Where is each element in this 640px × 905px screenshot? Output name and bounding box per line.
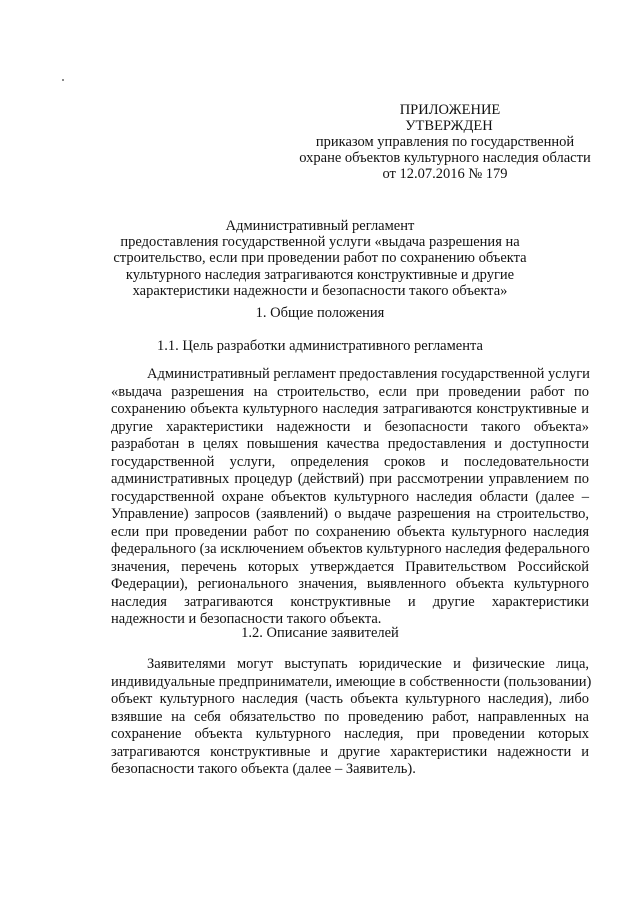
title-line-5: характеристики надежности и безопасности такого объекта» bbox=[132, 282, 508, 299]
section-1-1-paragraph bbox=[111, 366, 589, 629]
paragraph-line: федерального (за исключением объектов культурного наследия федерального bbox=[111, 541, 590, 557]
title-line-2: предоставления государственной услуги «выдача разрешения на bbox=[120, 234, 520, 251]
order-date-number: от 12.07.2016 № 179 bbox=[382, 166, 508, 182]
title-line-4: культурного наследия затрагиваются конструктивные и другие bbox=[125, 266, 515, 283]
paragraph-line: надежности и безопасности такого объекта. bbox=[111, 611, 382, 627]
paragraph-line: Административный регламент предоставления государственной услуги bbox=[147, 366, 590, 382]
title-line-1: Административный регламент bbox=[225, 218, 415, 234]
document-title bbox=[110, 218, 530, 299]
paragraph-line: наследия затрагиваются конструктивные и другие характеристики bbox=[111, 593, 589, 610]
paragraph-line: если при проведении работ по сохранению объекта культурного наследия bbox=[111, 523, 589, 540]
authority-line: охране объектов культурного наследия области bbox=[299, 150, 591, 166]
paragraph-line: сохранению объекта культурного наследия затрагиваются конструктивные и bbox=[111, 401, 589, 417]
paragraph-line: государственной охране объектов культурного наследия области (далее – bbox=[111, 488, 589, 505]
paragraph-line: безопасности такого объекта (далее – Заявитель). bbox=[111, 761, 416, 777]
paragraph-line: Управление) запросов (заявлений) о выдаче разрешения на строительство, bbox=[111, 506, 589, 522]
paragraph-line: сохранение объекта культурного наследия, при проведении которых bbox=[111, 726, 589, 742]
paragraph-line: «выдача разрешения на строительство, если при проведении работ по bbox=[111, 383, 589, 400]
order-line: приказом управления по государственной bbox=[315, 134, 575, 150]
paragraph-line: государственной услуги, определения сроков и последовательности bbox=[111, 453, 589, 470]
section-1-2-heading: 1.2. Описание заявителей bbox=[241, 625, 399, 641]
paragraph-line: другие характеристики надежности и безопасности такого объекта» bbox=[111, 418, 589, 435]
paragraph-line: Федерации), регионального значения, выявленного объекта культурного bbox=[111, 576, 589, 592]
paragraph-line: разработан в целях повышения качества предоставления и доступности bbox=[111, 436, 589, 452]
paragraph-line: Заявителями могут выступать юридические и физические лица, bbox=[147, 656, 589, 672]
title-line-3: строительство, если при проведении работ по сохранению объекта bbox=[113, 250, 527, 267]
paragraph-line: взявшие на себя обязательство по проведению работ, направленных на bbox=[111, 708, 589, 725]
paragraph-line: объект культурного наследия (часть объекта культурного наследия), либо bbox=[111, 691, 589, 707]
section-1-heading: 1. Общие положения bbox=[255, 305, 385, 321]
approved-label: УТВЕРЖДЕН bbox=[405, 118, 493, 134]
paragraph-line: индивидуальные предприниматели, имеющие в собственности (пользовании) bbox=[111, 673, 592, 690]
paragraph-line: затрагиваются конструктивные и другие характеристики надежности и bbox=[111, 743, 589, 760]
appendix-label: ПРИЛОЖЕНИЕ bbox=[399, 102, 501, 118]
paragraph-line: административных процедур (действий) при рассмотрении управлением по bbox=[111, 471, 589, 487]
scan-speck bbox=[62, 79, 64, 81]
paragraph-line: значения, перечень которых утверждается Правительством Российской bbox=[111, 558, 589, 575]
section-1-1-heading: 1.1. Цель разработки административного регламента bbox=[157, 338, 483, 354]
section-1-2-paragraph bbox=[111, 656, 592, 779]
appendix-approval-block bbox=[290, 102, 600, 182]
